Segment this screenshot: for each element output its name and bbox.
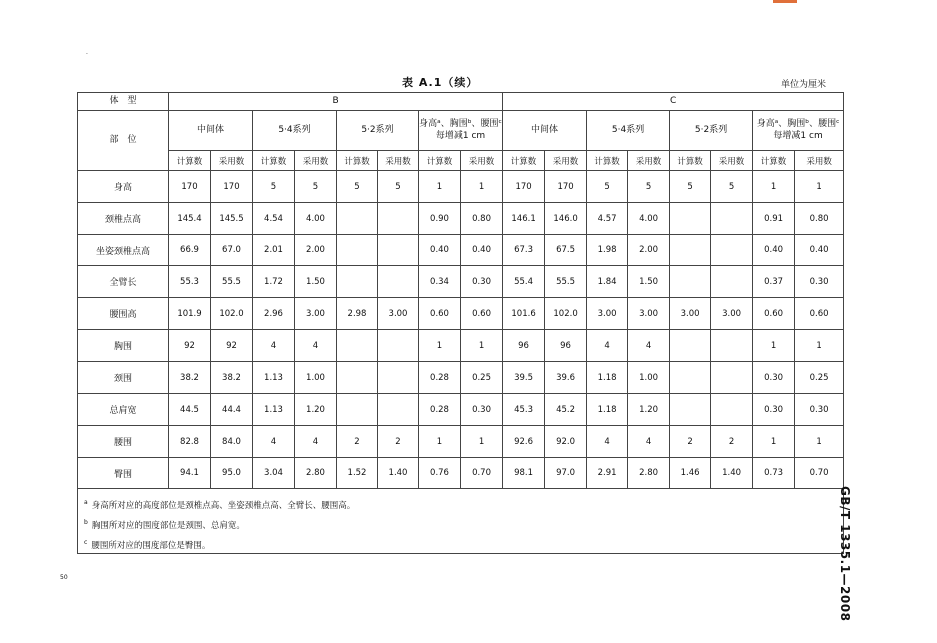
value-cell: 5 xyxy=(253,171,295,203)
value-cell xyxy=(337,266,378,298)
table-title: 表 A.1（续） xyxy=(402,76,479,89)
footnote-row xyxy=(78,489,844,554)
part-label: 部 位 xyxy=(78,111,169,171)
group-b-header: B xyxy=(169,93,503,111)
value-cell: 55.3 xyxy=(169,266,211,298)
value-cell: 4 xyxy=(628,330,670,362)
value-cell: 101.6 xyxy=(503,298,545,330)
value-cell: 0.60 xyxy=(753,298,795,330)
part-name: 胸围 xyxy=(78,330,169,362)
value-cell: 67.3 xyxy=(503,235,545,266)
value-cell: 1.20 xyxy=(295,394,337,426)
value-cell: 0.90 xyxy=(419,203,461,235)
value-cell: 0.30 xyxy=(753,394,795,426)
data-table xyxy=(77,92,844,554)
value-cell xyxy=(670,235,711,266)
value-cell: 2.98 xyxy=(337,298,378,330)
value-cell xyxy=(711,203,753,235)
value-cell xyxy=(711,235,753,266)
table-row xyxy=(78,266,844,298)
value-cell: 102.0 xyxy=(211,298,253,330)
value-cell: 1.13 xyxy=(253,362,295,394)
value-cell: 170 xyxy=(169,171,211,203)
value-cell: 55.5 xyxy=(211,266,253,298)
value-cell: 0.91 xyxy=(753,203,795,235)
value-cell xyxy=(337,203,378,235)
value-cell: 39.6 xyxy=(545,362,587,394)
value-cell: 5 xyxy=(295,171,337,203)
value-cell xyxy=(378,330,419,362)
table-row xyxy=(78,171,844,203)
value-cell: 1.40 xyxy=(378,458,419,489)
value-cell: 5 xyxy=(378,171,419,203)
value-cell: 3.04 xyxy=(253,458,295,489)
value-cell: 0.30 xyxy=(753,362,795,394)
value-cell: 0.60 xyxy=(419,298,461,330)
value-cell xyxy=(337,394,378,426)
value-cell: 4.00 xyxy=(295,203,337,235)
value-cell: 5 xyxy=(711,171,753,203)
page-number: 50 xyxy=(60,574,68,581)
part-name: 全臂长 xyxy=(78,266,169,298)
calc-header: 计算数 xyxy=(503,151,545,171)
value-cell: 98.1 xyxy=(503,458,545,489)
value-cell xyxy=(670,394,711,426)
calc-header: 计算数 xyxy=(587,151,628,171)
value-cell: 1.72 xyxy=(253,266,295,298)
value-cell xyxy=(711,394,753,426)
value-cell: 146.0 xyxy=(545,203,587,235)
value-cell: 0.70 xyxy=(461,458,503,489)
part-name: 颈椎点高 xyxy=(78,203,169,235)
header-row-sub xyxy=(78,151,844,171)
part-name: 腰围高 xyxy=(78,298,169,330)
value-cell: 1 xyxy=(795,171,844,203)
value-cell: 3.00 xyxy=(378,298,419,330)
part-name: 身高 xyxy=(78,171,169,203)
value-cell: 2.91 xyxy=(587,458,628,489)
calc-header: 计算数 xyxy=(670,151,711,171)
value-cell: 3.00 xyxy=(587,298,628,330)
adopt-header: 采用数 xyxy=(461,151,503,171)
value-cell: 0.80 xyxy=(461,203,503,235)
series-header: 5·4系列 xyxy=(587,111,670,151)
series-header: 身高ᵃ、胸围ᵇ、腰围ᶜ每增减1 cm xyxy=(419,111,503,151)
value-cell: 2.96 xyxy=(253,298,295,330)
value-cell: 84.0 xyxy=(211,426,253,458)
value-cell: 4 xyxy=(253,426,295,458)
value-cell: 0.60 xyxy=(461,298,503,330)
standard-code: GB/T 1335.1—2008 xyxy=(838,486,852,622)
value-cell: 0.30 xyxy=(461,266,503,298)
value-cell xyxy=(670,266,711,298)
value-cell: 96 xyxy=(503,330,545,362)
value-cell: 67.0 xyxy=(211,235,253,266)
value-cell xyxy=(337,362,378,394)
value-cell: 5 xyxy=(587,171,628,203)
value-cell: 45.3 xyxy=(503,394,545,426)
value-cell: 38.2 xyxy=(169,362,211,394)
value-cell: 1.50 xyxy=(295,266,337,298)
value-cell xyxy=(711,362,753,394)
value-cell: 4.57 xyxy=(587,203,628,235)
body-type-label: 体 型 xyxy=(78,93,169,111)
calc-header: 计算数 xyxy=(169,151,211,171)
value-cell: 2.80 xyxy=(628,458,670,489)
footnote-mark: b xyxy=(84,519,88,526)
value-cell: 102.0 xyxy=(545,298,587,330)
value-cell: 1 xyxy=(753,330,795,362)
value-cell: 0.80 xyxy=(795,203,844,235)
value-cell: 1 xyxy=(795,330,844,362)
table-row xyxy=(78,426,844,458)
value-cell: 44.4 xyxy=(211,394,253,426)
value-cell: 1 xyxy=(753,426,795,458)
series-header: 中间体 xyxy=(503,111,587,151)
value-cell: 2 xyxy=(337,426,378,458)
value-cell: 96 xyxy=(545,330,587,362)
value-cell: 170 xyxy=(545,171,587,203)
table-row xyxy=(78,298,844,330)
value-cell: 1.52 xyxy=(337,458,378,489)
value-cell: 3.00 xyxy=(628,298,670,330)
value-cell: 1.18 xyxy=(587,394,628,426)
value-cell: 0.25 xyxy=(795,362,844,394)
value-cell xyxy=(711,330,753,362)
value-cell: 39.5 xyxy=(503,362,545,394)
value-cell: 1 xyxy=(461,330,503,362)
value-cell: 0.25 xyxy=(461,362,503,394)
value-cell: 145.5 xyxy=(211,203,253,235)
value-cell: 0.28 xyxy=(419,394,461,426)
value-cell: 92 xyxy=(211,330,253,362)
value-cell: 0.40 xyxy=(795,235,844,266)
value-cell: 1.50 xyxy=(628,266,670,298)
part-name: 总肩宽 xyxy=(78,394,169,426)
value-cell xyxy=(378,203,419,235)
footnotes xyxy=(78,489,844,554)
calc-header: 计算数 xyxy=(753,151,795,171)
value-cell: 170 xyxy=(503,171,545,203)
table-row xyxy=(78,362,844,394)
value-cell: 2 xyxy=(378,426,419,458)
table-row xyxy=(78,330,844,362)
header-row-series xyxy=(78,111,844,151)
part-name: 坐姿颈椎点高 xyxy=(78,235,169,266)
value-cell: 4 xyxy=(587,426,628,458)
part-name: 腰围 xyxy=(78,426,169,458)
footnote-mark: c xyxy=(84,539,88,546)
value-cell: 2 xyxy=(711,426,753,458)
value-cell: 82.8 xyxy=(169,426,211,458)
value-cell: 0.73 xyxy=(753,458,795,489)
footnote-text: 身高所对应的高度部位是颈椎点高、坐姿颈椎点高、全臂长、腰围高。 xyxy=(91,500,356,511)
adopt-header: 采用数 xyxy=(545,151,587,171)
table-row xyxy=(78,458,844,489)
footnote-mark: a xyxy=(84,499,88,506)
value-cell: 0.60 xyxy=(795,298,844,330)
value-cell: 4.00 xyxy=(628,203,670,235)
footnote-text: 胸围所对应的围度部位是颈围、总肩宽。 xyxy=(91,520,245,531)
value-cell xyxy=(337,235,378,266)
part-name: 颈围 xyxy=(78,362,169,394)
value-cell: 92.6 xyxy=(503,426,545,458)
value-cell: 1.18 xyxy=(587,362,628,394)
value-cell: 0.40 xyxy=(419,235,461,266)
value-cell: 1 xyxy=(419,330,461,362)
value-cell: 170 xyxy=(211,171,253,203)
value-cell: 1.84 xyxy=(587,266,628,298)
header-row-group xyxy=(78,93,844,111)
value-cell: 0.70 xyxy=(795,458,844,489)
value-cell: 95.0 xyxy=(211,458,253,489)
value-cell: 1 xyxy=(753,171,795,203)
value-cell: 97.0 xyxy=(545,458,587,489)
value-cell: 4.54 xyxy=(253,203,295,235)
value-cell: 0.37 xyxy=(753,266,795,298)
value-cell: 2.01 xyxy=(253,235,295,266)
value-cell: 1.40 xyxy=(711,458,753,489)
value-cell: 0.40 xyxy=(461,235,503,266)
value-cell: 0.30 xyxy=(795,266,844,298)
unit-label: 单位为厘米 xyxy=(781,80,827,90)
calc-header: 计算数 xyxy=(337,151,378,171)
series-header: 5·4系列 xyxy=(253,111,337,151)
value-cell: 5 xyxy=(670,171,711,203)
adopt-header: 采用数 xyxy=(211,151,253,171)
value-cell xyxy=(670,203,711,235)
value-cell: 146.1 xyxy=(503,203,545,235)
value-cell: 1 xyxy=(419,171,461,203)
value-cell: 2.00 xyxy=(628,235,670,266)
value-cell xyxy=(337,330,378,362)
value-cell: 1.98 xyxy=(587,235,628,266)
value-cell: 1.46 xyxy=(670,458,711,489)
table-row xyxy=(78,203,844,235)
series-header: 5·2系列 xyxy=(670,111,753,151)
series-header: 中间体 xyxy=(169,111,253,151)
value-cell: 55.5 xyxy=(545,266,587,298)
value-cell xyxy=(378,266,419,298)
value-cell: 2.80 xyxy=(295,458,337,489)
table-row xyxy=(78,394,844,426)
value-cell: 145.4 xyxy=(169,203,211,235)
value-cell xyxy=(711,266,753,298)
value-cell: 1.00 xyxy=(628,362,670,394)
value-cell: 1.00 xyxy=(295,362,337,394)
footnote-text: 腰围所对应的围度部位是臀围。 xyxy=(91,540,211,551)
value-cell: 45.2 xyxy=(545,394,587,426)
footnote xyxy=(84,493,843,513)
value-cell xyxy=(670,330,711,362)
value-cell: 92 xyxy=(169,330,211,362)
corner-mark xyxy=(773,0,797,3)
value-cell xyxy=(670,362,711,394)
footnote xyxy=(84,513,843,533)
value-cell: 0.28 xyxy=(419,362,461,394)
value-cell: 44.5 xyxy=(169,394,211,426)
value-cell: 67.5 xyxy=(545,235,587,266)
table-row xyxy=(78,235,844,266)
value-cell xyxy=(378,235,419,266)
value-cell: 38.2 xyxy=(211,362,253,394)
value-cell: 1 xyxy=(419,426,461,458)
value-cell: 3.00 xyxy=(711,298,753,330)
footnote xyxy=(84,533,843,553)
value-cell: 94.1 xyxy=(169,458,211,489)
series-header: 5·2系列 xyxy=(337,111,419,151)
value-cell: 3.00 xyxy=(670,298,711,330)
value-cell xyxy=(378,394,419,426)
value-cell: 4 xyxy=(295,426,337,458)
adopt-header: 采用数 xyxy=(795,151,844,171)
adopt-header: 采用数 xyxy=(628,151,670,171)
value-cell: 0.34 xyxy=(419,266,461,298)
value-cell: 1 xyxy=(795,426,844,458)
value-cell: 5 xyxy=(337,171,378,203)
value-cell: 92.0 xyxy=(545,426,587,458)
part-name: 臀围 xyxy=(78,458,169,489)
value-cell: 1 xyxy=(461,426,503,458)
value-cell: 1.13 xyxy=(253,394,295,426)
value-cell: 4 xyxy=(587,330,628,362)
value-cell: 101.9 xyxy=(169,298,211,330)
value-cell: 2 xyxy=(670,426,711,458)
page-dot: · xyxy=(86,51,88,58)
adopt-header: 采用数 xyxy=(378,151,419,171)
calc-header: 计算数 xyxy=(253,151,295,171)
value-cell: 55.4 xyxy=(503,266,545,298)
calc-header: 计算数 xyxy=(419,151,461,171)
group-c-header: C xyxy=(503,93,844,111)
value-cell: 4 xyxy=(253,330,295,362)
value-cell: 2.00 xyxy=(295,235,337,266)
value-cell: 0.76 xyxy=(419,458,461,489)
value-cell: 0.40 xyxy=(753,235,795,266)
value-cell: 0.30 xyxy=(795,394,844,426)
value-cell: 1 xyxy=(461,171,503,203)
adopt-header: 采用数 xyxy=(295,151,337,171)
value-cell: 0.30 xyxy=(461,394,503,426)
value-cell: 66.9 xyxy=(169,235,211,266)
series-header: 身高ᵃ、胸围ᵇ、腰围ᶜ每增减1 cm xyxy=(753,111,844,151)
value-cell: 4 xyxy=(295,330,337,362)
adopt-header: 采用数 xyxy=(711,151,753,171)
value-cell: 4 xyxy=(628,426,670,458)
value-cell xyxy=(378,362,419,394)
value-cell: 5 xyxy=(628,171,670,203)
value-cell: 1.20 xyxy=(628,394,670,426)
value-cell: 3.00 xyxy=(295,298,337,330)
